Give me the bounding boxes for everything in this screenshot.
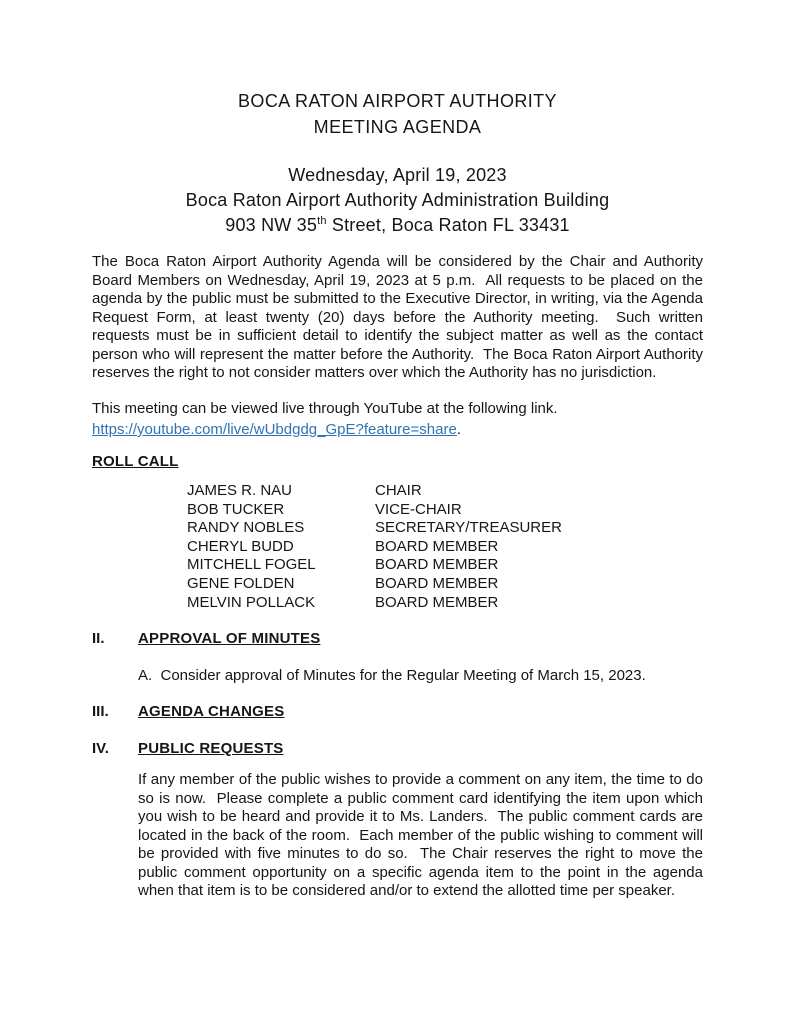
roll-call-row — [187, 538, 703, 557]
meeting-address-prefix: 903 NW 35 — [225, 215, 318, 235]
section-public-requests — [92, 740, 703, 759]
roll-call-row — [187, 519, 703, 538]
roll-call-row — [187, 594, 703, 613]
member-title: BOARD MEMBER — [375, 574, 499, 592]
document-title-line2: MEETING AGENDA — [313, 117, 482, 137]
member-name: RANDY NOBLES — [187, 519, 305, 537]
member-title: BOARD MEMBER — [375, 537, 499, 555]
roll-call-row — [187, 501, 703, 520]
youtube-link-line — [92, 419, 703, 441]
member-name: MELVIN POLLACK — [187, 593, 316, 611]
intro-paragraph: The Boca Raton Airport Authority Agenda will be considered by the Chair and Authority Board Members on Wednesday, April 19, 2023 at 5 p.m. All requests to be placed on the agenda by the public must be submitted to the Executive Director, in writing, via the Agenda Request Form, at least twenty (20) days before the Authority meeting. Such written requests must be in sufficient detail to identify the subject matter as well as the contact person who will represent the matter before the Authority. The Boca Raton Airport Authority reserves the right to not consider matters over which the Authority has no jurisdiction. — [92, 253, 708, 381]
section-agenda-changes — [92, 703, 703, 722]
public-requests-paragraph: If any member of the public wishes to provide a comment on any item, the time to do so is now. Please complete a public comment card identifying the item upon which you wish to be heard and provide it to Ms. Landers. The public comment cards are located in the back of the room. Each member of the public wishing to comment will be provided with five minutes to do so. The Chair reserves the right to move the public comment opportunity on a specific agenda item to the point in the agenda when that item is to be considered and/or to extend the allotted time per speaker. — [138, 771, 708, 900]
document-title-block — [92, 88, 703, 140]
member-name: MITCHELL FOGEL — [187, 556, 316, 574]
member-name: JAMES R. NAU — [187, 482, 293, 499]
section-heading: APPROVAL OF MINUTES — [138, 630, 321, 648]
member-name: BOB TUCKER — [187, 500, 285, 518]
meeting-address — [92, 213, 703, 238]
meeting-address-suffix: Street, Boca Raton FL 33431 — [326, 215, 570, 235]
member-title: BOARD MEMBER — [375, 556, 499, 574]
member-title: SECRETARY/TREASURER — [375, 519, 562, 537]
section-heading: AGENDA CHANGES — [138, 703, 285, 721]
section-numeral: II. — [92, 630, 105, 648]
roll-call-heading: ROLL CALL — [92, 452, 179, 470]
member-title: CHAIR — [375, 482, 422, 499]
roll-call-row — [187, 556, 703, 575]
roll-call-row — [187, 482, 703, 501]
roll-call-row — [187, 575, 703, 594]
meeting-info-block — [92, 163, 703, 238]
meeting-location: Boca Raton Airport Authority Administration Building — [185, 190, 610, 210]
member-name: GENE FOLDEN — [187, 574, 295, 592]
meeting-address-ordinal: th — [317, 215, 327, 227]
member-name: CHERYL BUDD — [187, 537, 294, 555]
member-title: BOARD MEMBER — [375, 593, 499, 611]
roll-call-table — [187, 482, 703, 612]
section-heading: PUBLIC REQUESTS — [138, 739, 284, 757]
meeting-date: Wednesday, April 19, 2023 — [288, 165, 507, 185]
section-numeral: IV. — [92, 739, 109, 757]
youtube-link[interactable]: https://youtube.com/live/wUbdgdg_GpE?feature=share — [92, 421, 457, 438]
section-numeral: III. — [92, 703, 109, 721]
section-approval-of-minutes — [92, 630, 703, 649]
member-title: VICE-CHAIR — [375, 500, 462, 518]
youtube-notice-block — [92, 398, 703, 441]
youtube-notice-text: This meeting can be viewed live through YouTube at the following link. — [92, 399, 558, 417]
document-title-line1: BOCA RATON AIRPORT AUTHORITY — [238, 91, 557, 111]
youtube-link-trailing-period: . — [456, 421, 461, 438]
minutes-approval-item: A. Consider approval of Minutes for the Regular Meeting of March 15, 2023. — [138, 666, 646, 684]
